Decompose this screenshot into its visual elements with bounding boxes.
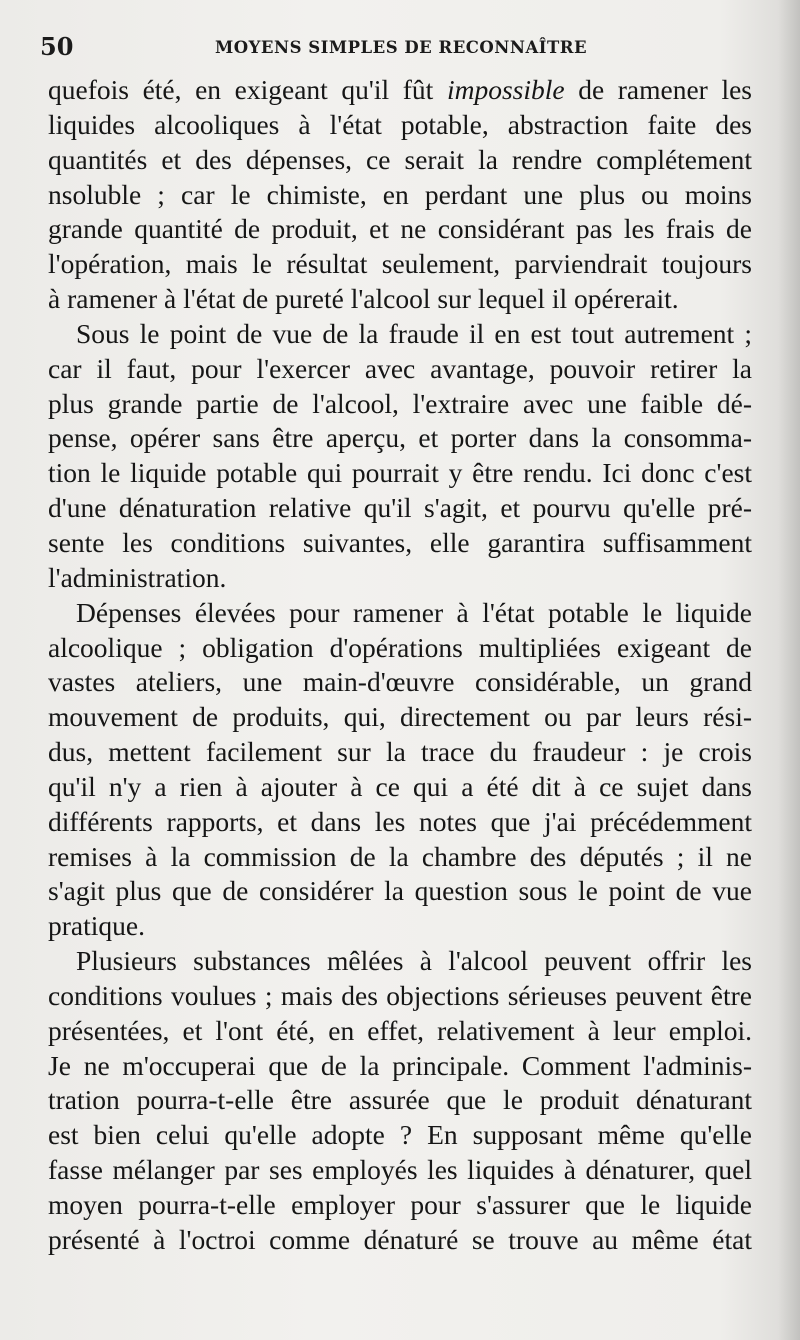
text-segment: pratique. bbox=[48, 910, 145, 942]
text-line bbox=[48, 1083, 752, 1118]
text-segment: d'une dénaturation relative qu'il s'agit, et pourvu qu'elle pré- bbox=[48, 492, 752, 524]
text-segment: différents rapports, et dans les notes que j'ai précédemment bbox=[48, 805, 752, 837]
text-segment: mouvement de produits, qui, directement ou par leurs rési- bbox=[48, 701, 752, 733]
text-segment: pense, opérer sans être aperçu, et porter dans la consomma- bbox=[48, 422, 752, 454]
text-line bbox=[48, 665, 752, 700]
text-line bbox=[48, 526, 752, 561]
text-segment: car il faut, pour l'exercer avec avantage, pouvoir retirer la bbox=[48, 352, 752, 384]
text-segment: présenté à l'octroi comme dénaturé se trouve au même état bbox=[48, 1223, 752, 1255]
page-number: 50 bbox=[40, 32, 74, 61]
text-segment: liquides alcooliques à l'état potable, abstraction faite des bbox=[48, 108, 752, 140]
text-line bbox=[48, 491, 752, 526]
text-line bbox=[48, 143, 752, 178]
text-segment: conditions voulues ; mais des objections sérieuses peuvent être bbox=[48, 979, 752, 1011]
text-segment: tion le liquide potable qui pourrait y être rendu. Ici donc c'est bbox=[48, 457, 752, 489]
text-line bbox=[48, 631, 752, 666]
text-line bbox=[48, 1188, 752, 1223]
text-line bbox=[48, 282, 752, 317]
text-segment: est bien celui qu'elle adopte ? En supposant même qu'elle bbox=[48, 1119, 752, 1151]
text-line bbox=[48, 874, 752, 909]
text-segment: Plusieurs substances mêlées à l'alcool peuvent offrir les bbox=[76, 945, 752, 977]
text-line bbox=[48, 456, 752, 491]
text-segment: dus, mettent facilement sur la trace du fraudeur : je crois bbox=[48, 736, 752, 768]
text-segment: tration pourra-t-elle être assurée que le produit dénaturant bbox=[48, 1084, 752, 1116]
text-segment: s'agit plus que de considérer la question sous le point de vue bbox=[48, 875, 752, 907]
page-edge-shadow bbox=[778, 0, 800, 1340]
text-line bbox=[48, 1153, 752, 1188]
text-segment: l'opération, mais le résultat seulement, parviendrait toujours bbox=[48, 248, 752, 280]
text-segment: présentées, et l'ont été, en effet, relativement à leur emploi. bbox=[48, 1014, 752, 1046]
text-segment: à ramener à l'état de pureté l'alcool sur lequel il opérerait. bbox=[48, 283, 679, 315]
text-segment: Sous le point de vue de la fraude il en est tout autrement ; bbox=[76, 317, 752, 349]
text-line bbox=[48, 805, 752, 840]
text-line bbox=[48, 840, 752, 875]
text-segment: vastes ateliers, une main-d'œuvre considérable, un grand bbox=[48, 666, 752, 698]
text-line bbox=[48, 247, 752, 282]
text-line bbox=[48, 1118, 752, 1153]
text-segment: fasse mélanger par ses employés les liquides à dénaturer, quel bbox=[48, 1154, 752, 1186]
italic-word: impossible bbox=[446, 74, 565, 105]
text-line bbox=[48, 1014, 752, 1049]
text-line bbox=[48, 909, 752, 944]
running-head bbox=[40, 30, 760, 66]
text-line bbox=[48, 700, 752, 735]
text-segment: l'administration. bbox=[48, 561, 227, 593]
text-line bbox=[48, 352, 752, 387]
text-line bbox=[48, 317, 752, 352]
text-segment: moyen pourra-t-elle employer pour s'assurer que le liquide bbox=[48, 1189, 752, 1220]
text-segment: remises à la commission de la chambre des députés ; il ne bbox=[48, 840, 752, 872]
text-line bbox=[48, 421, 752, 456]
text-line bbox=[48, 770, 752, 805]
text-segment: Dépenses élevées pour ramener à l'état potable le liquide bbox=[76, 596, 752, 628]
text-segment: grande quantité de produit, et ne considérant pas les frais de bbox=[48, 213, 752, 245]
text-segment: alcoolique ; obligation d'opérations multipliées exigeant de bbox=[48, 631, 752, 663]
text-segment: nsoluble ; car le chimiste, en perdant une plus ou moins bbox=[48, 178, 752, 210]
text-line bbox=[48, 178, 752, 213]
text-segment: quantités et des dépenses, ce serait la rendre complétement bbox=[48, 143, 752, 175]
text-line bbox=[48, 1223, 752, 1258]
text-segment: sente les conditions suivantes, elle garantira suffisamment bbox=[48, 526, 752, 558]
running-title: MOYENS SIMPLES DE RECONNAÎTRE bbox=[215, 38, 588, 57]
text-line bbox=[48, 212, 752, 247]
text-line bbox=[48, 73, 752, 108]
text-segment: plus grande partie de l'alcool, l'extraire avec une faible dé- bbox=[48, 387, 752, 419]
text-line bbox=[48, 561, 752, 596]
text-line bbox=[48, 387, 752, 422]
text-line bbox=[48, 108, 752, 143]
text-segment: qu'il n'y a rien à ajouter à ce qui a été dit à ce sujet dans bbox=[48, 770, 752, 802]
text-line bbox=[48, 1049, 752, 1084]
text-line bbox=[48, 979, 752, 1014]
body-text bbox=[48, 73, 752, 1258]
text-line bbox=[48, 596, 752, 631]
text-line bbox=[48, 944, 752, 979]
text-segment: quefois été, en exigeant qu'il fût bbox=[48, 74, 447, 105]
text-line bbox=[48, 735, 752, 770]
text-segment: de ramener les bbox=[564, 74, 752, 105]
text-segment: Je ne m'occuperai que de la principale. Comment l'adminis- bbox=[48, 1049, 752, 1081]
